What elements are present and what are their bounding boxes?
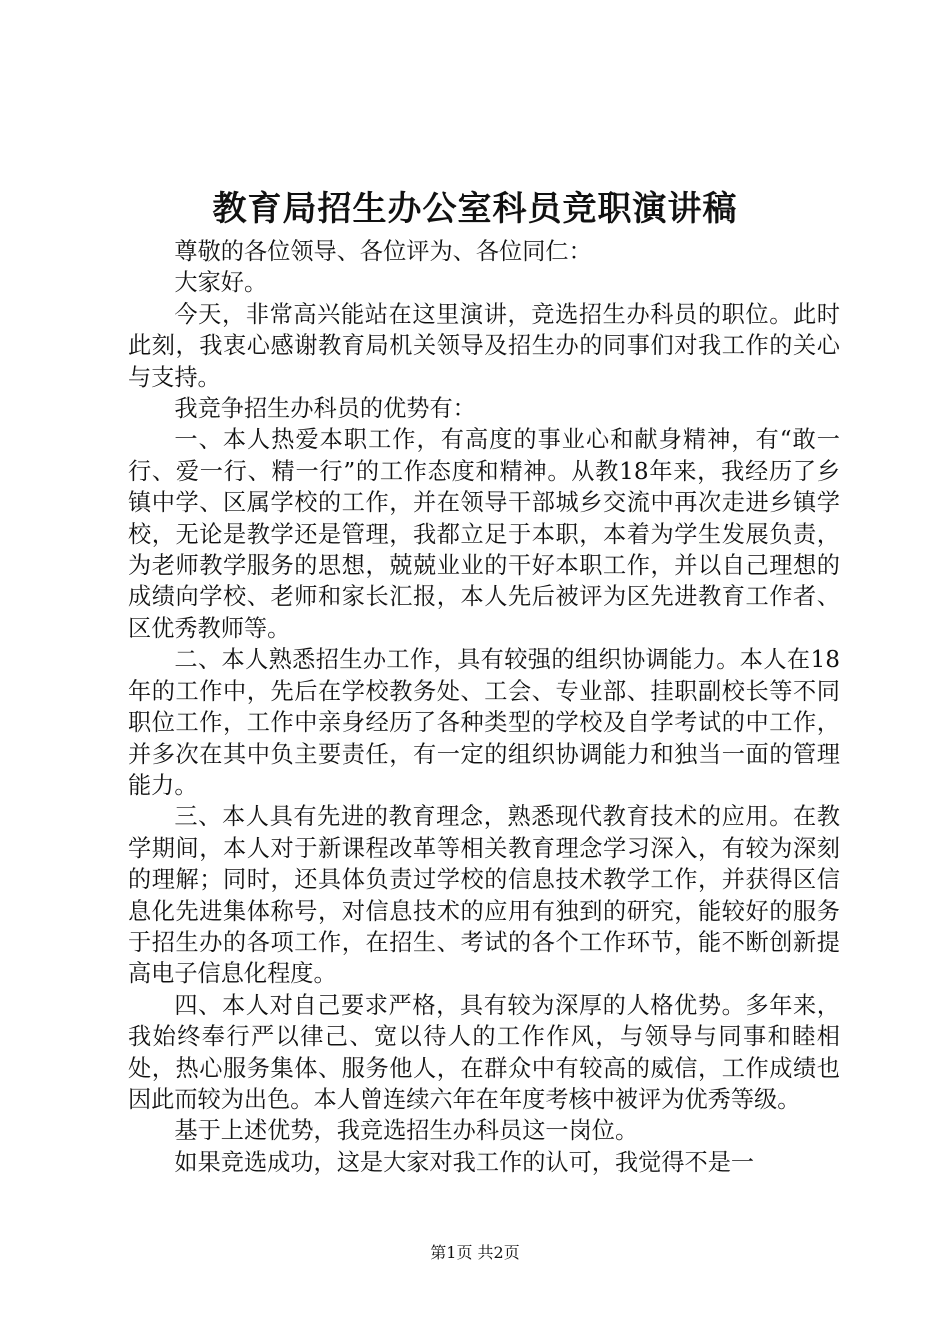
salutation-paragraph: 尊敬的各位领导、各位评为、各位同仁： — [174, 238, 592, 265]
intro-paragraph: 今天，非常高兴能站在这里演讲，竞选招生办科员的职位。此时此刻，我衷心感谢教育局机关领导及招生办的同事们对我工作的关心与支持。 — [128, 300, 840, 391]
document-body — [128, 236, 840, 1178]
greeting-paragraph: 大家好。 — [174, 269, 268, 297]
advantage-three-paragraph: 三、本人具有先进的教育理念，熟悉现代教育技术的应用。在教学期间，本人对于新课程改革等相关教育理念学习深入，有较为深刻的理解；同时，还具体负责过学校的信息技术教学工作，并获得区信息化先进集体称号，对信息技术的应用有独到的研究，能较好的服务于招生办的各项工作，在招生、考试的各个工作环节，能不断创新提高电子信息化程度。 — [128, 803, 840, 988]
conclusion-paragraph: 基于上述优势，我竞选招生办科员这一岗位。 — [174, 1117, 639, 1145]
document-title: 教育局招生办公室科员竞职演讲稿 — [212, 189, 738, 229]
advantage-four-paragraph: 四、本人对自己要求严格，具有较为深厚的人格优势。多年来，我始终奉行严以律己、宽以待人的工作作风，与领导与同事和睦相处，热心服务集体、服务他人，在群众中有较高的威信，工作成绩也因此而较为出色。本人曾连续六年在年度考核中被评为优秀等级。 — [128, 991, 840, 1113]
page-number-footer: 第1页 共2页 — [430, 1243, 520, 1262]
advantage-two-paragraph: 二、本人熟悉招生办工作，具有较强的组织协调能力。本人在18年的工作中，先后在学校教务处、工会、专业部、挂职副校长等不同职位工作，工作中亲身经历了各种类型的学校及自学考试的中工作，并多次在其中负主要责任，有一定的组织协调能力和独当一面的管理能力。 — [128, 646, 840, 799]
closing-paragraph: 如果竞选成功，这是大家对我工作的认可，我觉得不是一 — [174, 1148, 755, 1176]
advantage-one-paragraph: 一、本人热爱本职工作，有高度的事业心和献身精神，有“敢一行、爱一行、精一行”的工作态度和精神。从教18年来，我经历了乡镇中学、区属学校的工作，并在领导干部城乡交流中再次走进乡镇学校，无论是教学还是管理，我都立足于本职，本着为学生发展负责，为老师教学服务的思想，兢兢业业的干好本职工作，并以自己理想的成绩向学校、老师和家长汇报，本人先后被评为区先进教育工作者、区优秀教师等。 — [128, 426, 840, 642]
advantages-heading-paragraph: 我竞争招生办科员的优势有： — [174, 395, 476, 423]
